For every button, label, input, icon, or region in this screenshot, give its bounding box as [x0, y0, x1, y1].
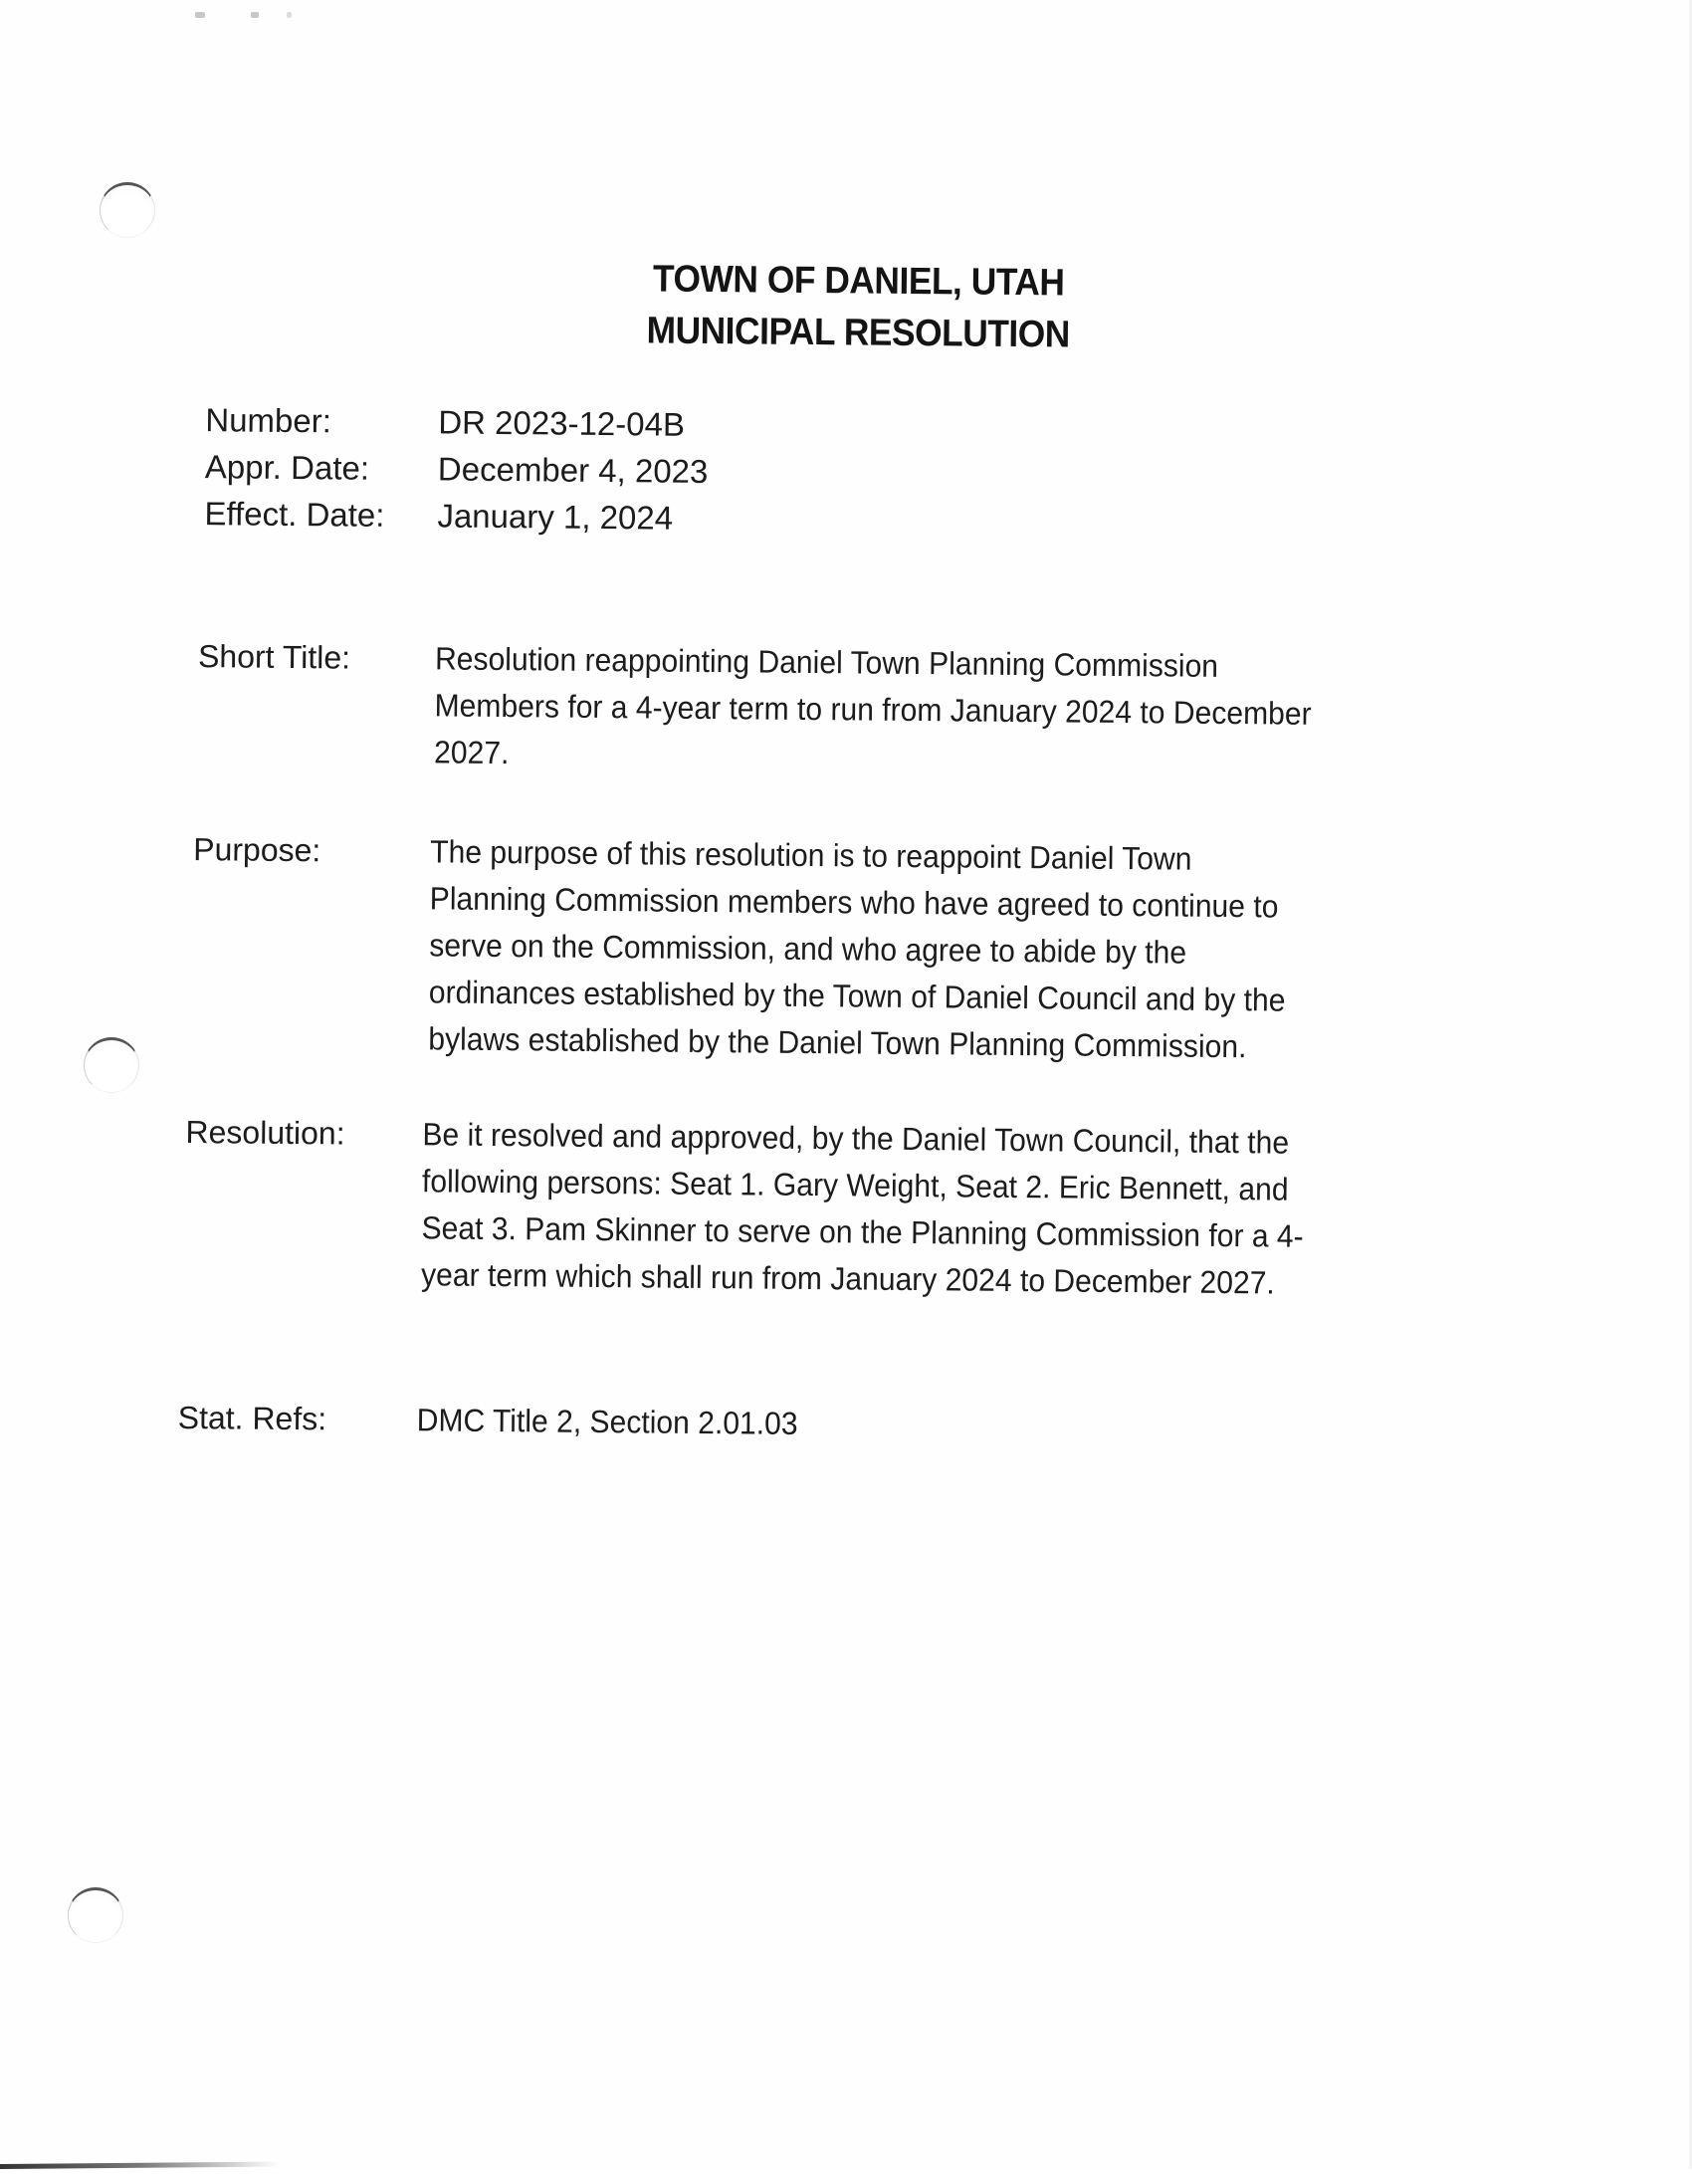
section-short-title	[197, 633, 1500, 786]
section-resolution	[184, 1109, 1488, 1309]
title-line-town: TOWN OF DANIEL, UTAH	[652, 258, 1065, 305]
text-line: following persons: Seat 1. Gary Weight, Seat 2. Eric Bennett, and	[421, 1163, 1289, 1207]
resolution-metadata	[204, 396, 709, 542]
text-line: bylaws established by the Daniel Town Planning Commission.	[428, 1020, 1247, 1065]
text-line: ordinances established by the Town of Daniel Council and by the	[428, 974, 1286, 1018]
meta-row-approval-date	[205, 443, 709, 495]
meta-row-effective-date	[204, 490, 708, 542]
text-line: Resolution reappointing Daniel Town Planning Commission	[434, 640, 1219, 684]
meta-label: Number:	[205, 401, 332, 440]
text-line: year term which shall run from January 2024 to December 2027.	[420, 1256, 1275, 1301]
section-label: Stat. Refs:	[177, 1399, 327, 1437]
meta-row-number	[205, 396, 709, 448]
text-line: Planning Commission members who have agreed to continue to	[429, 880, 1279, 925]
document-title	[12, 247, 1692, 366]
text-line: DMC Title 2, Section 2.01.03	[416, 1402, 798, 1441]
title-line-resolution: MUNICIPAL RESOLUTION	[646, 310, 1071, 356]
section-label: Short Title:	[197, 638, 351, 676]
text-line: Be it resolved and approved, by the Daniel Town Council, that the	[422, 1116, 1290, 1161]
approval-date: December 4, 2023	[437, 450, 709, 491]
section-body	[416, 1397, 1481, 1453]
section-purpose	[191, 826, 1495, 1073]
meta-label: Appr. Date:	[204, 448, 370, 487]
section-body	[434, 635, 1500, 785]
text-line: serve on the Commission, and who agree to abide by the	[429, 927, 1187, 971]
section-statutory-references	[178, 1395, 1482, 1454]
section-label: Resolution:	[185, 1114, 345, 1152]
text-line: Seat 3. Pam Skinner to serve on the Planning Commission for a 4-	[421, 1209, 1304, 1254]
section-body	[428, 828, 1495, 1072]
meta-label: Effect. Date:	[204, 495, 385, 534]
effective-date: January 1, 2024	[437, 497, 674, 537]
section-label: Purpose:	[193, 831, 321, 869]
section-body	[421, 1111, 1488, 1308]
text-line: 2027.	[433, 734, 510, 771]
text-line: The purpose of this resolution is to reappoint Daniel Town	[430, 833, 1192, 877]
text-line: Members for a 4-year term to run from January 2024 to December	[434, 687, 1312, 732]
resolution-number: DR 2023-12-04B	[438, 403, 686, 443]
